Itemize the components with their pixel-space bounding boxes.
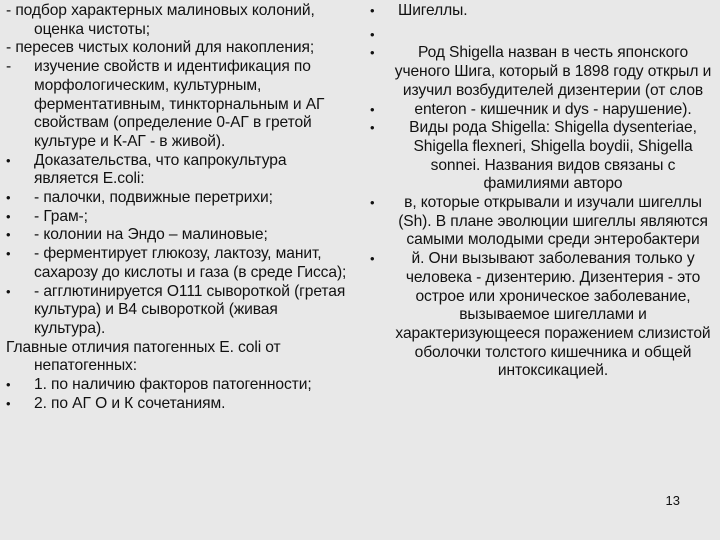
bullet-marker: • bbox=[6, 227, 11, 243]
paragraph-text: - палочки, подвижные перетрихи; bbox=[34, 189, 273, 207]
paragraph-text: Шигеллы. bbox=[398, 2, 468, 19]
left-paragraph bbox=[6, 208, 352, 227]
left-paragraph bbox=[6, 376, 352, 395]
paragraph-text: - пересев чистых колоний для накопления; bbox=[6, 39, 315, 57]
bullet-marker: • bbox=[370, 45, 375, 61]
left-paragraph bbox=[6, 39, 352, 58]
right-paragraph bbox=[370, 44, 716, 100]
bullet-marker: • bbox=[370, 251, 375, 267]
bullet-marker: • bbox=[370, 101, 375, 117]
paragraph-text: 1. по наличию факторов патогенности; bbox=[34, 376, 312, 394]
bullet-marker: • bbox=[6, 283, 11, 299]
paragraph-text: в, которые открывали и изучали шигеллы (Sh). В плане эволюции шигеллы являются самыми молодыми среди энтеробактери bbox=[398, 194, 708, 249]
bullet-marker: • bbox=[6, 190, 11, 206]
paragraph-text: - Грам-; bbox=[34, 207, 88, 225]
left-paragraph bbox=[6, 58, 352, 152]
paragraph-text: Доказательства, что капрокультура является E.coli: bbox=[34, 151, 287, 188]
left-paragraph bbox=[6, 339, 352, 376]
right-paragraph bbox=[370, 194, 716, 250]
paragraph-text: Главные отличия патогенных E. coli от непатогенных: bbox=[6, 338, 281, 375]
right-paragraph bbox=[370, 250, 716, 381]
bullet-marker: • bbox=[370, 3, 375, 18]
paragraph-text: Род Shigella назван в честь японского ученого Шига, который в 1898 году открыл и изучил возбудителей дизентерии (от слов bbox=[394, 44, 712, 99]
left-paragraph bbox=[6, 189, 352, 208]
paragraph-text: 2. по АГ О и К сочетаниям. bbox=[34, 394, 226, 412]
bullet-marker: • bbox=[6, 377, 11, 393]
bullet-marker: • bbox=[6, 395, 11, 411]
bullet-marker: • bbox=[6, 152, 11, 168]
paragraph-text: - ферментирует глюкозу, лактозу, манит, сахарозу до кислоты и газа (в среде Гисса); bbox=[34, 245, 347, 281]
dash-marker: - bbox=[6, 58, 12, 76]
right-column bbox=[370, 2, 716, 381]
right-paragraph bbox=[370, 101, 716, 120]
right-paragraph bbox=[370, 26, 716, 45]
paragraph-text: enteron - кишечник и dys - нарушение). bbox=[414, 100, 692, 118]
bullet-marker: • bbox=[6, 208, 11, 224]
left-paragraph bbox=[6, 152, 352, 189]
left-paragraph bbox=[6, 245, 352, 282]
bullet-marker: • bbox=[370, 26, 375, 42]
paragraph-text: - агглютинируется О111 сывороткой (гретая культура) и В4 сывороткой (живая культура). bbox=[34, 282, 346, 337]
paragraph-text: Виды рода Shigella: Shigella dysenteriae, Shigella flexneri, Shigella boydii, Shigella sonnei. Названия видов связаны с фамилиями авторо bbox=[409, 119, 697, 193]
left-paragraph bbox=[6, 283, 352, 339]
page-number: 13 bbox=[665, 493, 680, 508]
paragraph-text: й. Они вызывают заболевания только у человека - дизентерию. Дизентерия - это острое или хроническое заболевание, вызываемое шигеллами и характеризующееся поражением слизистой оболочки толстого кишечника и общей интоксикацией. bbox=[395, 250, 711, 380]
paragraph-text: - подбор характерных малиновых колоний, оценка чистоты; bbox=[6, 2, 315, 38]
left-column bbox=[6, 2, 352, 413]
paragraph-text: изучение свойств и идентификация по морфологическим, культурным, ферментативным, тинкторнальным и АГ свойствам (определение 0-АГ в гретой культуре и К-АГ - в живой). bbox=[34, 58, 325, 150]
paragraph-text: - колонии на Эндо – малиновые; bbox=[34, 226, 268, 244]
left-paragraph bbox=[6, 395, 352, 414]
left-paragraph bbox=[6, 226, 352, 245]
right-paragraph bbox=[370, 119, 716, 194]
bullet-marker: • bbox=[370, 195, 375, 211]
right-paragraph bbox=[370, 2, 716, 21]
bullet-marker: • bbox=[6, 246, 11, 262]
bullet-marker: • bbox=[370, 120, 375, 136]
left-paragraph bbox=[6, 2, 352, 39]
